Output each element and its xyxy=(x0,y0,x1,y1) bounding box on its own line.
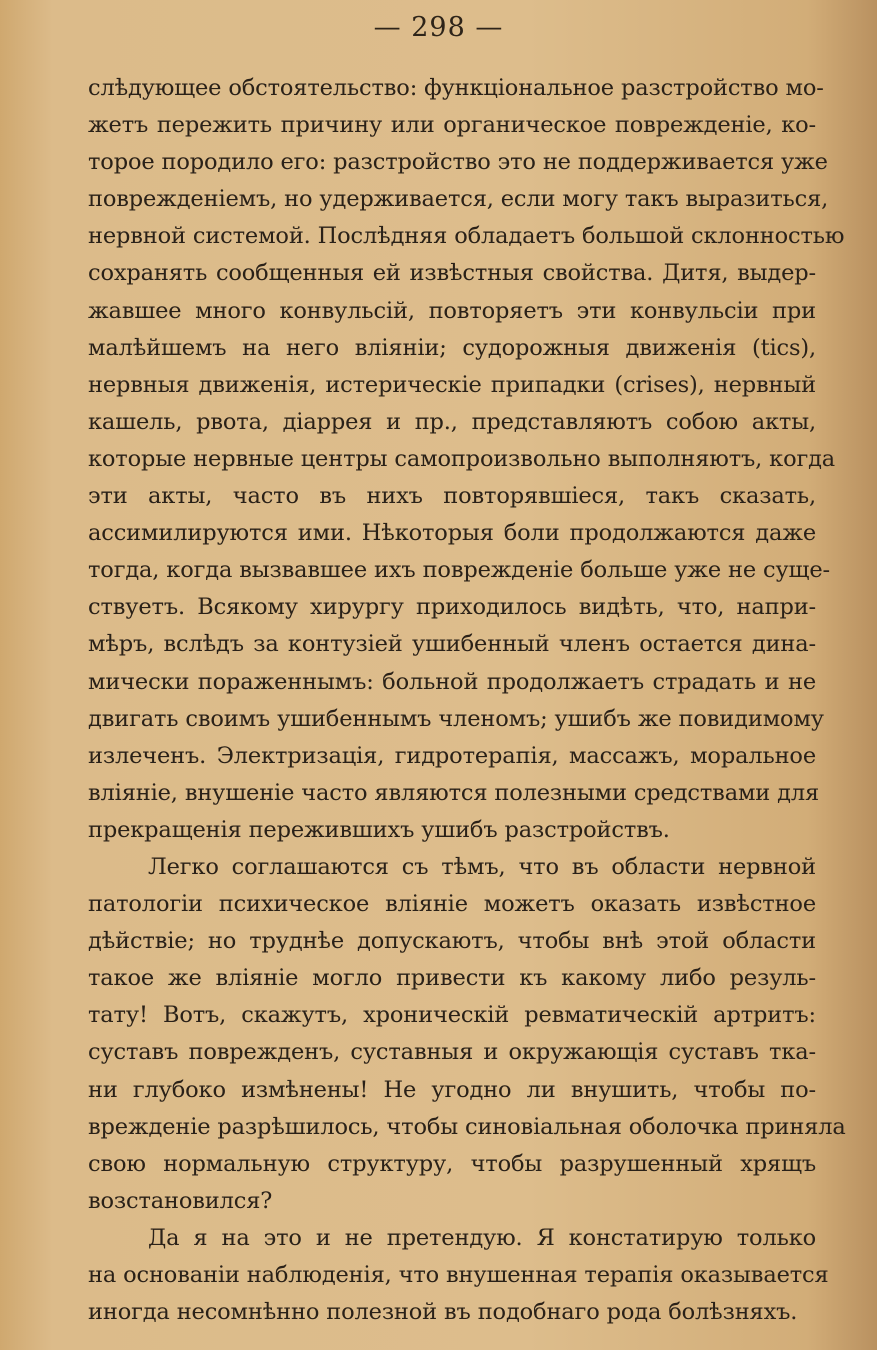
paragraph-1 xyxy=(88,70,845,849)
text-line: врежденіе разрѣшилось, чтобы синовіальная оболочка приняла xyxy=(88,1113,846,1140)
paragraph-3 xyxy=(88,1220,829,1331)
text-line: нервныя движенія, истерическіе припадки (crises), нервный xyxy=(88,371,816,398)
text-line: которые нервные центры самопроизвольно выполняютъ, когда xyxy=(88,445,836,472)
text-line: иногда несомнѣнно полезной въ подобнаго рода болѣзняхъ. xyxy=(88,1299,798,1326)
text-line: эти акты, часто въ нихъ повторявшіеся, такъ сказать, xyxy=(88,483,816,510)
text-line: жетъ пережить причину или органическое поврежденіе, ко- xyxy=(88,112,816,139)
text-line: ни глубоко измѣнены! Не угодно ли внушить, чтобы по- xyxy=(88,1076,816,1103)
text-line: тату! Вотъ, скажутъ, хроническій ревматическій артритъ: xyxy=(88,1002,816,1029)
text-line: двигать своимъ ушибеннымъ членомъ; ушибъ же повидимому xyxy=(88,705,824,732)
text-line: мически пораженнымъ: больной продолжаетъ страдать и не xyxy=(88,668,816,695)
text-line: такое же вліяніе могло привести къ какому либо резуль- xyxy=(88,965,816,992)
text-line: сохранять сообщенныя ей извѣстныя свойства. Дитя, выдер- xyxy=(88,260,816,287)
text-line: суставъ поврежденъ, суставныя и окружающія суставъ тка- xyxy=(88,1039,816,1066)
paragraph-2 xyxy=(88,849,846,1220)
text-line: излеченъ. Электризація, гидротерапія, массажъ, моральное xyxy=(88,742,816,769)
page-number: — 298 — xyxy=(373,12,504,43)
text-line: прекращенія пережившихъ ушибъ разстройствъ. xyxy=(88,816,670,843)
body-text xyxy=(88,70,846,1331)
text-line: ствуетъ. Всякому хирургу приходилось видѣть, что, напри- xyxy=(88,594,816,621)
text-line: поврежденіемъ, но удерживается, если могу такъ выразиться, xyxy=(88,186,829,213)
text-line: на основаніи наблюденія, что внушенная терапія оказывается xyxy=(88,1262,829,1288)
text-line: возстановился? xyxy=(88,1187,273,1214)
text-line: жавшее много конвульсій, повторяетъ эти конвульсіи при xyxy=(88,297,816,324)
text-line: нервной системой. Послѣдняя обладаетъ большой склонностью xyxy=(88,223,845,250)
text-line: дѣйствіе; но труднѣе допускаютъ, чтобы внѣ этой области xyxy=(88,928,816,955)
text-line: вліяніе, внушеніе часто являются полезными средствами для xyxy=(88,779,820,806)
text-line: торое породило его: разстройство это не поддерживается уже xyxy=(88,149,828,176)
text-line: ассимилируются ими. Нѣкоторыя боли продолжаются даже xyxy=(88,520,816,547)
text-line: слѣдующее обстоятельство: функціональное разстройство мо- xyxy=(88,75,824,101)
text-line: тогда, когда вызвавшее ихъ поврежденіе больше уже не суще- xyxy=(88,557,830,584)
text-line: малѣйшемъ на него вліяніи; судорожныя движенія (tics), xyxy=(88,334,816,361)
text-line: кашель, рвота, діаррея и пр., представляютъ собою акты, xyxy=(88,408,816,435)
text-line: патологіи психическое вліяніе можетъ оказать извѣстное xyxy=(88,891,816,918)
text-line: Легко соглашаются съ тѣмъ, что въ области нервной xyxy=(148,853,816,880)
text-line: свою нормальную структуру, чтобы разрушенный хрящъ xyxy=(88,1150,816,1177)
text-line: мѣръ, вслѣдъ за контузіей ушибенный членъ остается дина- xyxy=(88,631,816,658)
text-line: Да я на это и не претендую. Я констатирую только xyxy=(148,1224,816,1251)
